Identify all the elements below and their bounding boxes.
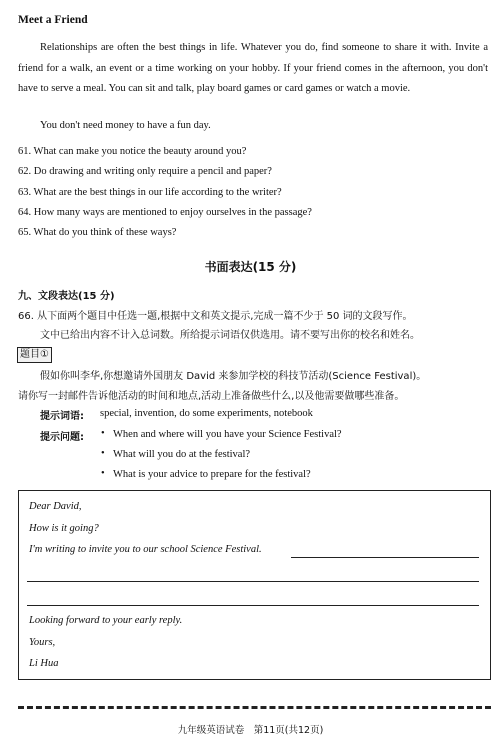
hint-words-label: 提示词语: (40, 411, 84, 422)
topic-line-1: 假如你叫李华,你想邀请外国朋友 David 来参加学校的科技节活动(Science Festival)。 (40, 371, 427, 382)
section-title: 书面表达(15 分) (204, 260, 297, 274)
question-61: 61. What can make you notice the beauty around you? (18, 146, 247, 157)
instruction-line-1: 66. 从下面两个题目中任选一题,根据中文和英文提示,完成一篇不少于 50 词的文段写作。 (18, 311, 413, 322)
bullet-icon: • (101, 428, 105, 439)
letter-yours: Yours, (29, 637, 56, 648)
topic-line-2: 请你写一封邮件告诉他活动的时间和地点,活动上准备做些什么,以及他需要做哪些准备。 (18, 391, 405, 402)
question-65: 65. What do you think of these ways? (18, 227, 177, 238)
letter-line-2: How is it going? (29, 523, 99, 534)
bullet-icon: • (101, 448, 105, 459)
hint-question-2: What will you do at the festival? (113, 449, 251, 460)
hint-words: special, invention, do some experiments, notebook (100, 408, 313, 419)
question-64: 64. How many ways are mentioned to enjoy ourselves in the passage? (18, 207, 312, 218)
topic-label: 题目① (17, 347, 52, 363)
passage-paragraph-2: You don't need money to have a fun day. (40, 120, 211, 131)
passage-title: Meet a Friend (18, 14, 88, 26)
hint-questions-label: 提示问题: (40, 432, 84, 443)
cut-line-divider (18, 706, 491, 709)
question-63: 63. What are the best things in our life according to the writer? (18, 187, 282, 198)
letter-closing: Looking forward to your early reply. (29, 615, 183, 626)
letter-line-3: I'm writing to invite you to our school Science Festival. (29, 544, 262, 555)
instruction-line-2: 文中已给出内容不计入总词数。所给提示词语仅供选用。请不要写出你的校名和姓名。 (40, 330, 420, 341)
part-heading: 九、文段表达(15 分) (18, 291, 115, 302)
letter-box (18, 490, 491, 680)
hint-question-1: When and where will you have your Science Festival? (113, 429, 342, 440)
writing-line[interactable] (27, 581, 479, 582)
hint-question-3: What is your advice to prepare for the festival? (113, 469, 311, 480)
writing-line[interactable] (291, 557, 479, 558)
page-footer: 九年级英语试卷 第11页(共12页) (177, 725, 324, 736)
question-62: 62. Do drawing and writing only require a pencil and paper? (18, 166, 272, 177)
letter-greeting: Dear David, (29, 501, 82, 512)
bullet-icon: • (101, 468, 105, 479)
letter-signature: Li Hua (29, 658, 59, 669)
passage-paragraph-1: Relationships are often the best things in life. Whatever you do, find someone to share it with. Invite a friend for a walk, an event or a time working on your hobby. If your friend comes in the afternoon, you don't have to serve a meal. You can sit and talk, play board games or card games or watch a movie. (18, 42, 488, 94)
writing-line[interactable] (27, 605, 479, 606)
